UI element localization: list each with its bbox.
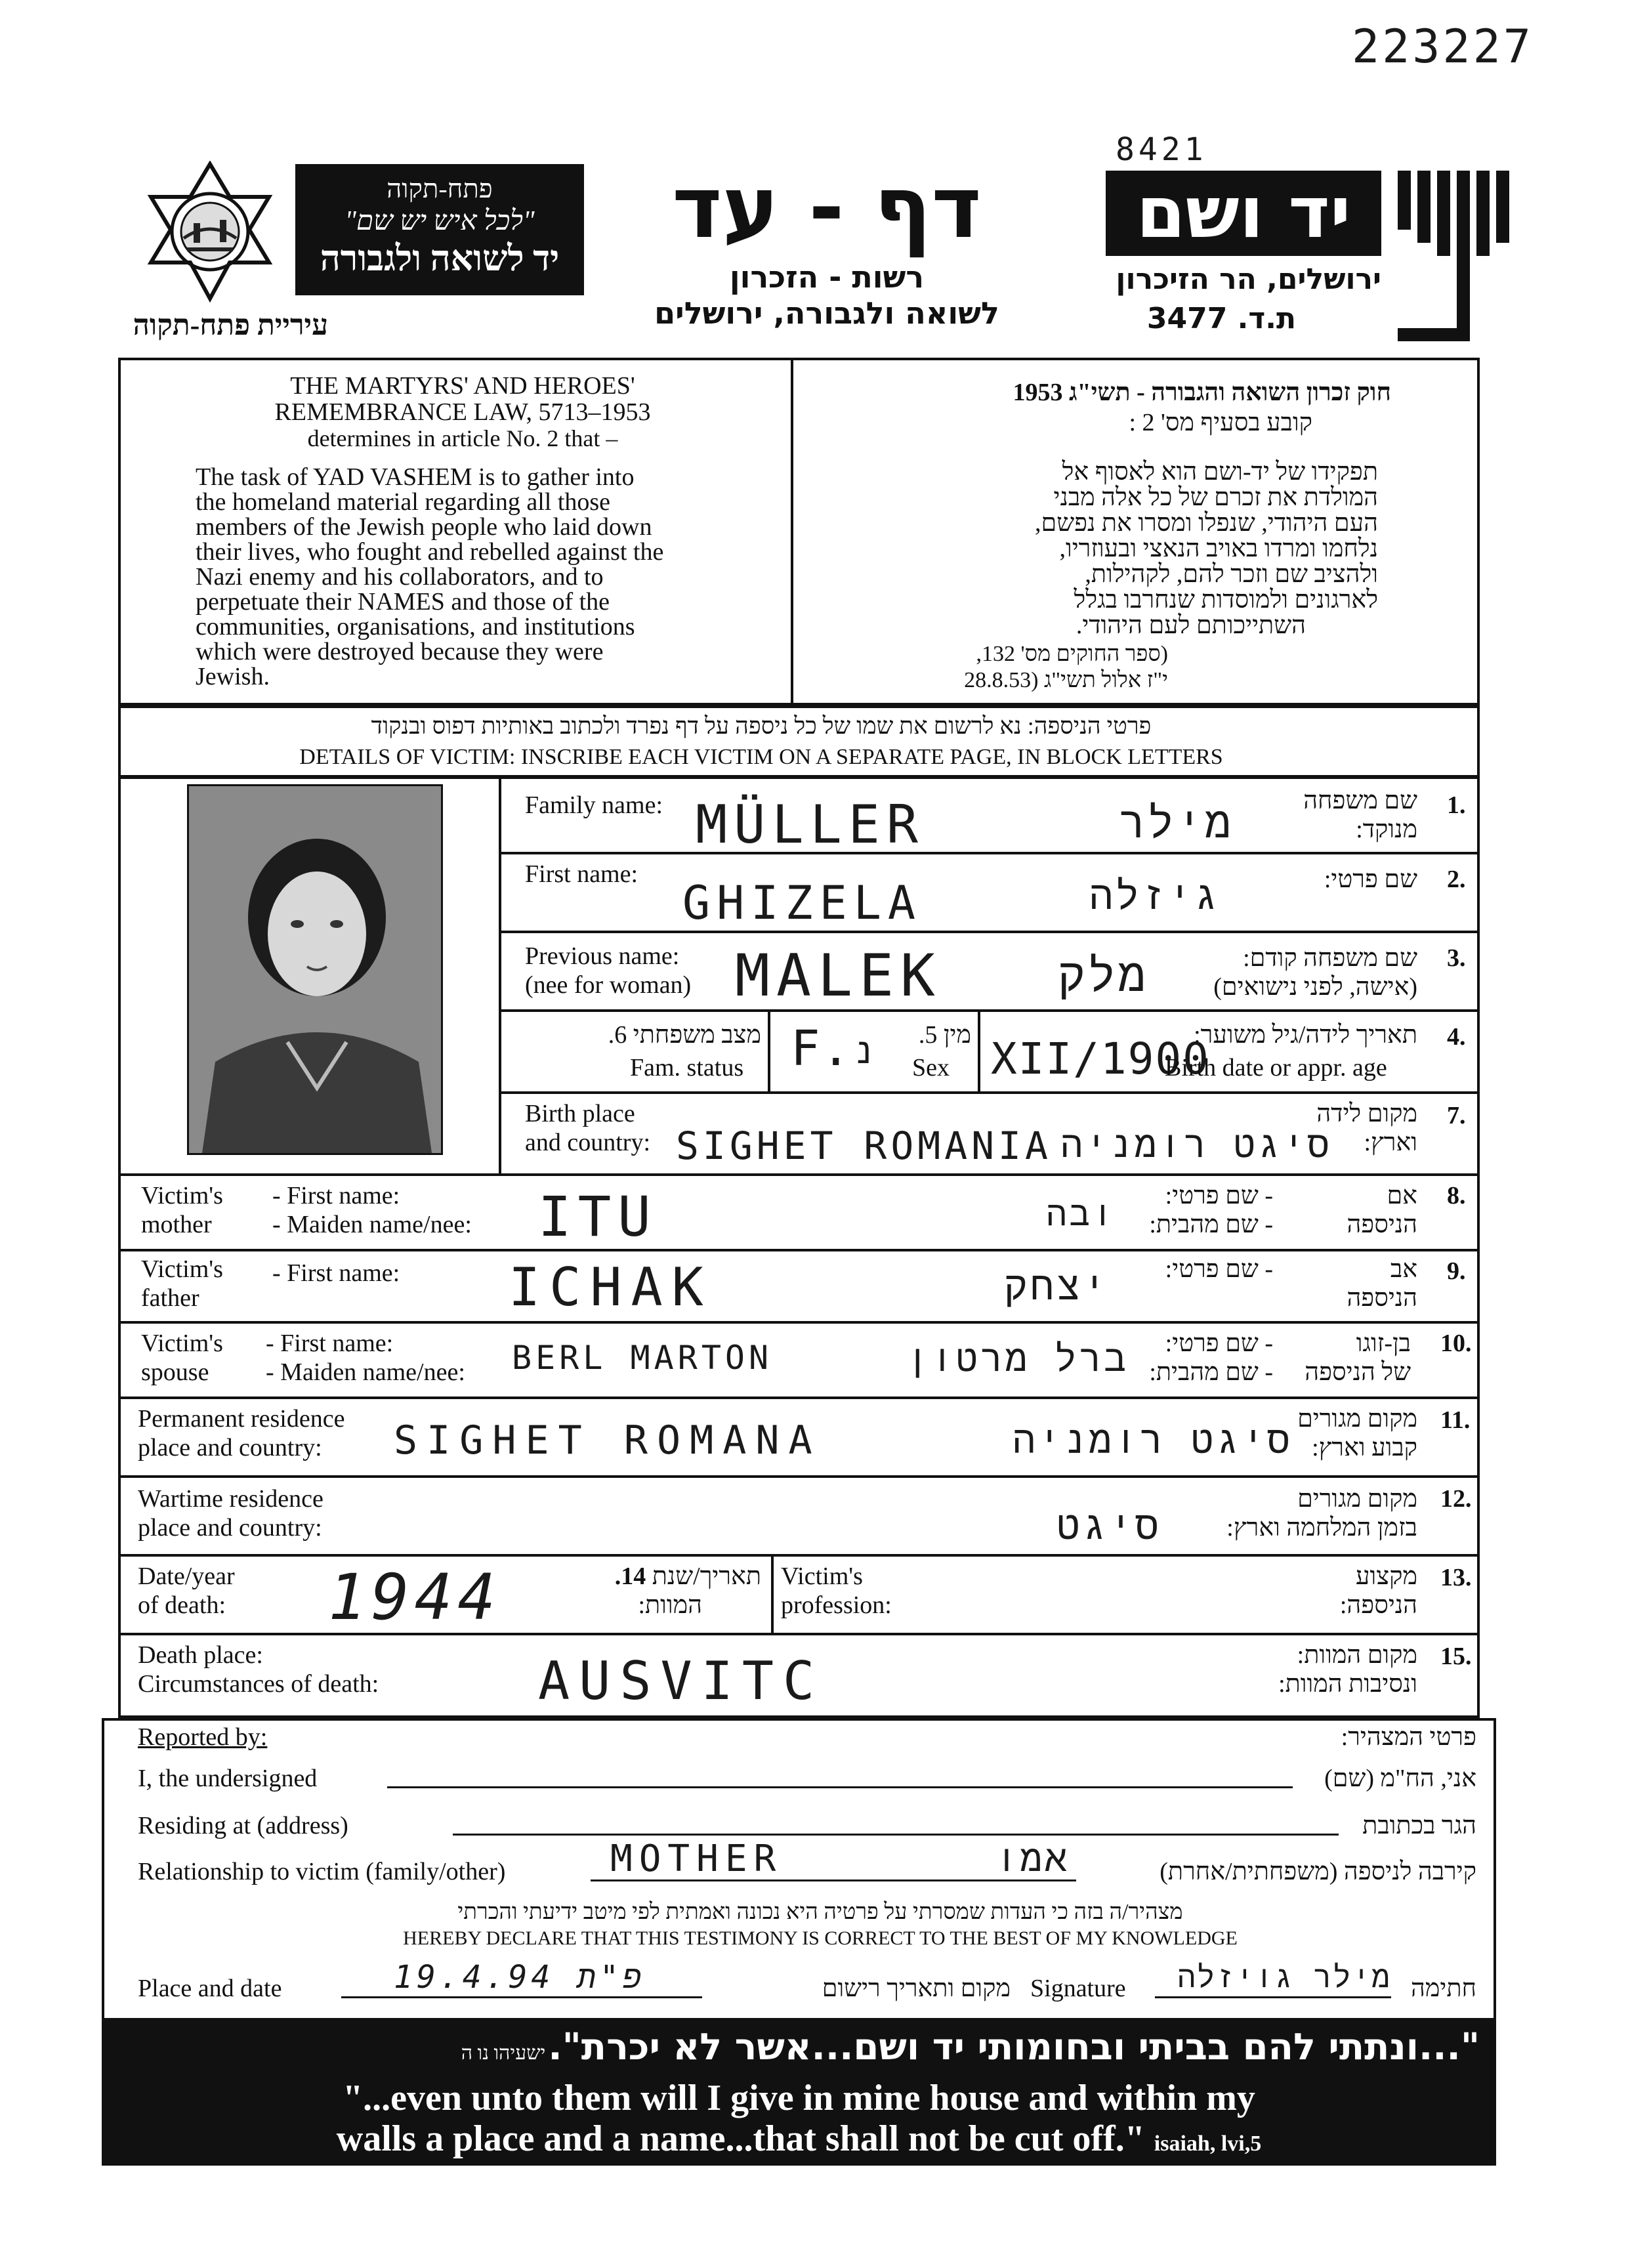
permanent-residence-he-2: קבוע וארץ: — [1312, 1434, 1417, 1461]
footer-en-line-1: "...even unto them will I give in mine house and within my — [343, 2078, 1255, 2118]
signature-value: מילר גויזלה — [1177, 1959, 1391, 1994]
law-he-line: המולדת את זכרם של כל אלה מבני — [1053, 484, 1378, 511]
mother-first-name-label: - First name: — [272, 1182, 400, 1209]
mother-side-label — [141, 1181, 223, 1239]
first-name-label: First name: — [525, 860, 638, 888]
mother-side-he-1: אם — [1387, 1182, 1417, 1209]
mother-name-value: ITU — [538, 1185, 658, 1249]
profession-he-1: מקצוע — [1356, 1563, 1417, 1590]
birth-date-value: XII/1900 — [991, 1034, 1210, 1084]
row-divider — [118, 1249, 1480, 1251]
wartime-residence-he-2: בזמן המלחמה וארץ: — [1226, 1514, 1417, 1542]
previous-name-label-1: Previous name: — [525, 942, 680, 970]
family-name-he-1: שם משפחה — [1303, 787, 1417, 814]
birth-place-value: SIGHET ROMANIA — [676, 1124, 1052, 1168]
law-en-line: Nazi enemy and his collaborators, and to — [196, 563, 604, 591]
row-divider — [499, 931, 1480, 933]
law-he-text — [820, 459, 1378, 639]
law-en-line: members of the Jewish people who laid down — [196, 513, 652, 541]
law-en-line: Jewish. — [196, 663, 270, 690]
law-en-line: communities, organisations, and institutions — [196, 613, 635, 640]
previous-name-label-he — [1168, 944, 1417, 1001]
law-he-line: לארגונים ולמוסדות שנחרבו בגלל — [1074, 586, 1378, 614]
spouse-fields-label-he — [1116, 1329, 1273, 1387]
father-side-label — [141, 1255, 223, 1312]
city-dedication-box — [295, 164, 584, 295]
mother-side-1: Victim's — [141, 1182, 223, 1209]
profession-he-2: הניספה: — [1339, 1591, 1417, 1619]
footer-en-ref: isaiah, lvi,5 — [1154, 2132, 1262, 2156]
city-seal-icon — [135, 161, 285, 312]
birth-place-he-2: וארץ: — [1364, 1129, 1417, 1156]
birth-place-label-he — [1306, 1099, 1417, 1157]
law-en-line: the homeland material regarding all those — [196, 488, 611, 516]
law-he-title-1: חוק זכרון השואה והגבורה - תשי"ג 1953 — [1013, 379, 1391, 406]
previous-name-value: MALEK — [735, 942, 942, 1009]
profession-label-he — [1280, 1562, 1417, 1620]
mother-side-he-2: הניספה — [1347, 1211, 1417, 1238]
spouse-fields-label — [266, 1329, 465, 1387]
photo-divider — [499, 776, 501, 1173]
family-name-label-he — [1234, 786, 1417, 844]
field-number: 14. — [614, 1563, 646, 1590]
father-side-he-1: אב — [1390, 1255, 1417, 1283]
permanent-residence-value: SIGHET ROMANA — [394, 1418, 822, 1463]
footer-he-quote: "...ונתתי להם בביתי ובחומותי יד ושם...אשר לא יכרת". — [548, 2026, 1480, 2068]
mother-maiden-name-he: - שם מהבית: — [1149, 1211, 1273, 1238]
death-place-label — [138, 1641, 379, 1698]
victim-header-en: DETAILS OF VICTIM: INSCRIBE EACH VICTIM ON A SEPARATE PAGE, IN BLOCK LETTERS — [299, 745, 1223, 769]
mother-fields-label-he — [1116, 1181, 1273, 1239]
birth-place-he-1: מקום לידה — [1316, 1100, 1417, 1127]
birth-place-label-2: and country: — [525, 1129, 651, 1156]
row-divider — [118, 1173, 1480, 1176]
law-he-line: ולהציב שם וזכר להם, לקהילות, — [1085, 560, 1378, 588]
mother-side-label-he — [1299, 1181, 1417, 1239]
mother-fields-label — [272, 1181, 472, 1239]
spouse-name-value: BERL MARTON — [512, 1339, 773, 1377]
footer-quote-band — [102, 2018, 1496, 2166]
spouse-side-label — [141, 1329, 223, 1387]
sex-label: Sex — [912, 1054, 950, 1082]
declaration-en: HEREBY DECLARE THAT THIS TESTIMONY IS CORRECT TO THE BEST OF MY KNOWLEDGE — [403, 1927, 1238, 1949]
previous-name-label — [525, 942, 691, 999]
permanent-residence-1: Permanent residence — [138, 1405, 345, 1433]
spouse-side-1: Victim's — [141, 1330, 223, 1357]
law-en-text — [196, 465, 734, 689]
law-he-line: נלחמו ומרדו באויב הנאצי ובעוזריו, — [1059, 535, 1378, 562]
death-place-2: Circumstances of death: — [138, 1670, 379, 1698]
row-divider — [118, 1633, 1480, 1635]
death-date-1: Date/year — [138, 1563, 235, 1590]
row-divider — [118, 1396, 1480, 1399]
law-he-title-2: קובע בסעיף מס' 2 : — [1129, 409, 1312, 436]
death-place-he-2: ונסיבות המוות: — [1278, 1670, 1417, 1698]
birth-date-label-he: תאריך לידה/גיל משוער: — [1194, 1021, 1417, 1049]
cell-divider — [768, 1009, 770, 1091]
undersigned-label: I, the undersigned — [138, 1765, 318, 1792]
title-line-1: רשות - הזכרון — [729, 259, 925, 295]
family-name-value-he: מילר — [1119, 797, 1234, 848]
wartime-residence-he-1: מקום מגורים — [1297, 1485, 1417, 1513]
family-name-value: MÜLLER — [696, 794, 925, 855]
fam-status-he: מצב משפחתי — [633, 1021, 761, 1049]
death-date-he-2: המוות: — [638, 1591, 702, 1619]
death-place-he-1: מקום המוות: — [1297, 1641, 1417, 1669]
spouse-maiden-name-label: - Maiden name/nee: — [266, 1358, 465, 1386]
death-date-label — [138, 1562, 235, 1620]
family-name-he-2: מנוקד: — [1356, 816, 1417, 843]
undersigned-label-he: אני, הח"מ (שם) — [1324, 1765, 1476, 1792]
wartime-residence-label-he — [1181, 1484, 1417, 1542]
law-en-line: their lives, who fought and rebelled against the — [196, 538, 664, 566]
yad-vashem-name: יד ושם — [1136, 172, 1351, 254]
previous-name-he-2: (אישה, לפני נישואים) — [1213, 973, 1417, 1001]
row-divider — [118, 1321, 1480, 1324]
footer-he-ref: ישעיהו נו ה — [461, 2042, 546, 2064]
sex-value-he: נ — [853, 1030, 881, 1072]
death-date-2: of death: — [138, 1591, 226, 1619]
family-name-label: Family name: — [525, 791, 663, 819]
signature-label: Signature — [1030, 1975, 1126, 2002]
field-number: 11. — [1440, 1406, 1471, 1434]
previous-name-he-1: שם משפחה קודם: — [1243, 944, 1417, 972]
wartime-residence-label — [138, 1484, 324, 1542]
death-place-1: Death place: — [138, 1641, 263, 1669]
row-divider — [499, 1009, 1480, 1012]
field-number: 6. — [608, 1021, 627, 1049]
relationship-value: MOTHER — [610, 1838, 783, 1880]
father-side-label-he — [1299, 1255, 1417, 1312]
reported-by-label: Reported by: — [138, 1723, 268, 1751]
city-name: פתח-תקוה — [387, 174, 493, 203]
law-he-ref-1: (ספר החוקים מס' 132, — [976, 642, 1168, 666]
field-number: 9. — [1447, 1257, 1466, 1285]
law-en-line: which were destroyed because they were — [196, 638, 604, 665]
birth-place-label — [525, 1099, 650, 1157]
row-divider — [499, 1091, 1480, 1094]
field-number: 10. — [1440, 1330, 1472, 1357]
city-quote: "לכל איש יש שם" — [345, 206, 535, 236]
relationship-label-he: קירבה לניספה (משפחתית/אחרת) — [1160, 1858, 1476, 1885]
birth-date-label: Birth date or appr. age — [1165, 1054, 1387, 1082]
law-en-line: The task of YAD VASHEM is to gather into — [196, 463, 635, 491]
permanent-residence-2: place and country: — [138, 1434, 322, 1461]
field-number: 2. — [1447, 866, 1466, 893]
field-number: 4. — [1447, 1023, 1466, 1051]
sex-value: F. — [791, 1020, 852, 1077]
field-number: 12. — [1440, 1485, 1472, 1513]
yad-vashem-po-box: ת.ד. 3477 — [1146, 302, 1296, 335]
law-he-line: תפקידו של יד-ושם הוא לאסוף אל — [1062, 458, 1378, 486]
declaration-he: מצהיר/ה בזה כי העדות שמסרתי על פרטיה היא נכונה ואמתית לפי מיטב ידיעתי והכרתי — [457, 1900, 1183, 1924]
spouse-first-name-he: - שם פרטי: — [1165, 1330, 1273, 1357]
mother-side-2: mother — [141, 1211, 212, 1238]
death-date-he-1: תאריך/שנת — [652, 1563, 761, 1590]
first-name-label-he: שם פרטי: — [1324, 866, 1417, 893]
previous-name-label-2: (nee for woman) — [525, 971, 692, 999]
field-number: 15. — [1440, 1643, 1472, 1670]
law-en-title-2: REMEMBRANCE LAW, 5713–1953 — [274, 398, 651, 426]
previous-name-value-he: מלק — [1057, 948, 1148, 1002]
permanent-residence-label-he — [1280, 1404, 1417, 1462]
spouse-name-value-he: ברל מרטון — [906, 1337, 1129, 1380]
spouse-maiden-name-he: - שם מהבית: — [1149, 1358, 1273, 1386]
law-he-line: העם היהודי, שנפלו ומסרו את נפשם, — [1034, 509, 1378, 537]
page-note: 8421 — [1116, 131, 1207, 168]
place-date-label-he: מקום ותאריך רישום — [822, 1975, 1011, 2002]
wartime-residence-1: Wartime residence — [138, 1485, 324, 1513]
death-place-label-he — [1221, 1641, 1417, 1698]
law-hebrew — [814, 377, 1391, 438]
father-first-name-label-he: - שם פרטי: — [1165, 1255, 1273, 1283]
law-english — [194, 373, 732, 452]
yad-vashem-address: ירושלים, הר הזיכרון — [1116, 262, 1381, 296]
spouse-side-2: spouse — [141, 1358, 209, 1386]
row-divider — [118, 1475, 1480, 1478]
spouse-side-label-he — [1286, 1329, 1411, 1387]
field-number: 5. — [918, 1021, 938, 1049]
city-dedication: יד לשואה ולגבורה — [320, 239, 560, 278]
permanent-residence-he-1: מקום מגורים — [1297, 1405, 1417, 1433]
yad-vashem-name-box — [1106, 171, 1381, 256]
field-number: 13. — [1440, 1564, 1472, 1591]
residing-label-he: הגר בכתובת — [1362, 1812, 1476, 1839]
mother-name-value-he: ובה — [1046, 1194, 1116, 1234]
wartime-residence-value-he: סיגט — [1056, 1503, 1161, 1549]
wartime-residence-2: place and country: — [138, 1514, 322, 1542]
place-date-label: Place and date — [138, 1975, 282, 2002]
death-date-label-he — [538, 1562, 761, 1620]
father-side-2: father — [141, 1284, 199, 1312]
birth-place-value-he: סיגט רומניה — [1060, 1124, 1332, 1166]
fam-status-label-he — [525, 1020, 761, 1049]
place-date-value: 19.4.94 פ"ת — [394, 1959, 646, 1996]
profession-2: profession: — [781, 1591, 892, 1619]
first-name-value-he: גיזלה — [1089, 873, 1221, 919]
profession-1: Victim's — [781, 1563, 863, 1590]
father-name-value: ICHAK — [509, 1257, 713, 1318]
law-divider — [791, 358, 793, 705]
undersigned-line — [387, 1786, 1293, 1788]
law-he-ref-2: י"ז אלול תשי"ג (28.8.53 — [964, 668, 1168, 692]
relationship-value-he: אמו — [995, 1838, 1070, 1880]
spouse-side-he-2: של הניספה — [1305, 1358, 1411, 1386]
row-divider — [499, 852, 1480, 854]
mother-maiden-name-label: - Maiden name/nee: — [272, 1211, 472, 1238]
municipality-name: עיריית פתח-תקוה — [133, 309, 328, 341]
reported-by-label-he: פרטי המצהיר: — [1341, 1723, 1476, 1751]
death-place-value: AUSVITC — [538, 1650, 824, 1712]
permanent-residence-label — [138, 1404, 345, 1462]
permanent-residence-value-he: סיגט רומניה — [1013, 1418, 1293, 1462]
signature-line — [1155, 1996, 1391, 1998]
first-name-value: GHIZELA — [682, 876, 923, 930]
sex-he: מין — [943, 1021, 971, 1049]
law-en-title-1: THE MARTYRS' AND HEROES' — [290, 372, 635, 400]
field-number: 1. — [1447, 791, 1466, 819]
page-title: דף - עד — [672, 158, 982, 257]
mother-first-name-he: - שם פרטי: — [1165, 1182, 1273, 1209]
signature-label-he: חתימה — [1410, 1975, 1476, 2002]
profession-label — [768, 1562, 892, 1620]
spouse-first-name-label: - First name: — [266, 1330, 394, 1357]
cell-divider — [978, 1009, 980, 1091]
archive-number: 223227 — [1352, 20, 1534, 74]
sex-label-he — [886, 1020, 971, 1049]
father-first-name-label: - First name: — [272, 1259, 400, 1287]
victim-photo — [187, 784, 443, 1155]
father-side-he-2: הניספה — [1347, 1284, 1417, 1312]
father-name-value-he: יצחק — [1003, 1263, 1109, 1309]
title-line-2: לשואה ולגבורה, ירושלים — [654, 295, 999, 331]
field-number: 7. — [1447, 1102, 1466, 1129]
residing-label: Residing at (address) — [138, 1812, 348, 1839]
residing-line — [453, 1834, 1339, 1836]
row-divider — [118, 1554, 1480, 1557]
law-en-line: perpetuate their NAMES and those of the — [196, 588, 610, 616]
spouse-side-he-1: בן-זוגו — [1356, 1330, 1411, 1357]
death-date-value: 1944 — [328, 1561, 501, 1634]
father-side-1: Victim's — [141, 1255, 223, 1283]
field-number: 3. — [1447, 944, 1466, 972]
field-number: 8. — [1447, 1182, 1466, 1209]
birth-place-label-1: Birth place — [525, 1100, 635, 1127]
fam-status-label: Fam. status — [630, 1054, 744, 1082]
relationship-label: Relationship to victim (family/other) — [138, 1858, 506, 1885]
victim-header-he: פרטי הניספה: נא לרשום את שמו של כל ניספה על דף נפרד ולכתוב באותיות דפוס ובנקוד — [371, 713, 1152, 739]
law-en-title-3: determines in article No. 2 that – — [307, 425, 618, 452]
menorah-logo-icon — [1391, 164, 1522, 348]
footer-en-line-2: walls a place and a name...that shall not be cut off." — [336, 2118, 1145, 2159]
law-he-line: השתייכותם לעם היהודי. — [1076, 612, 1306, 639]
